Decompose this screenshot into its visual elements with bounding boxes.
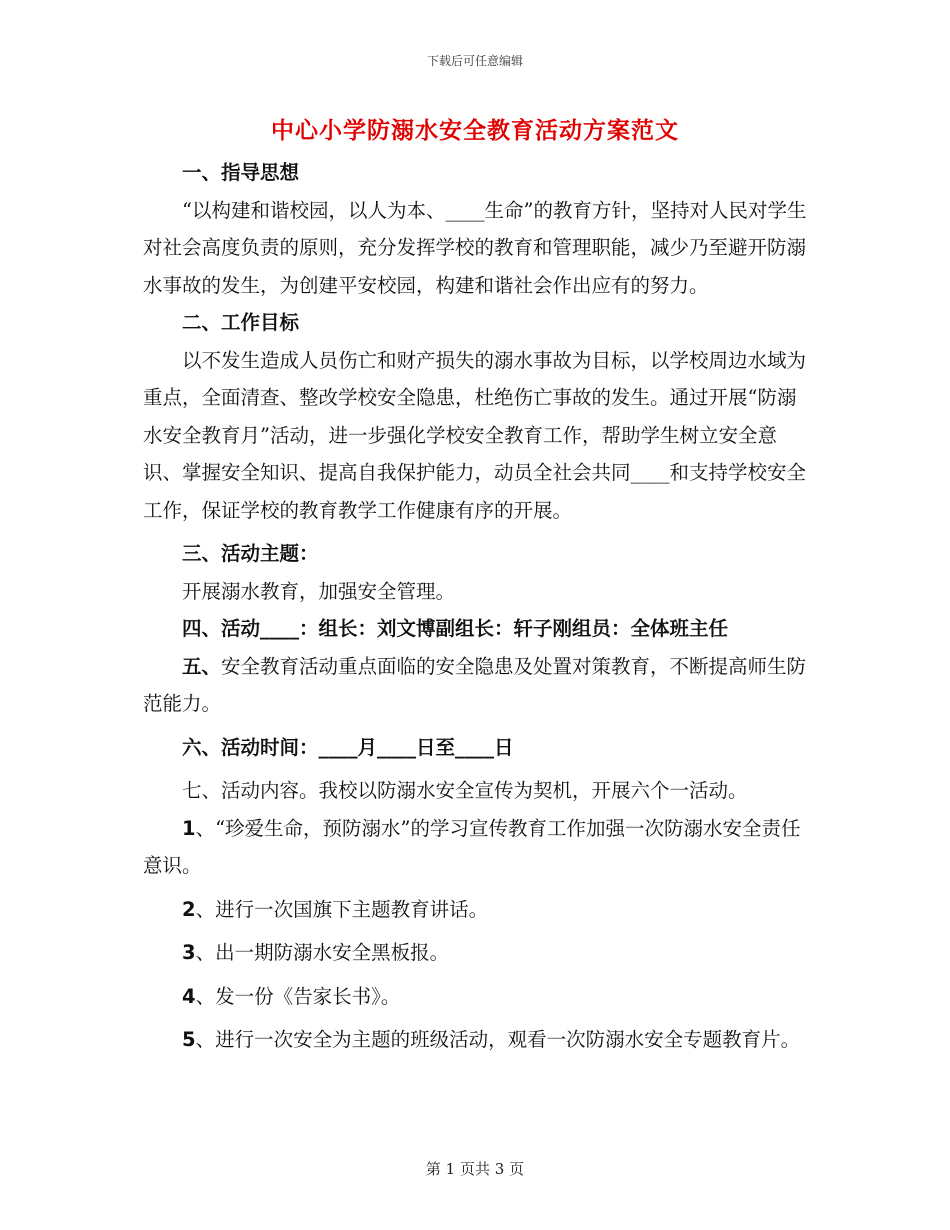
list-item-3: [143, 934, 813, 972]
section-1-body: “以构建和谐校园，以人为本、____生命”的教育方针，坚持对人民对学生对社会高度负责的原则，充分发挥学校的教育和管理职能，减少乃至避开防溺水事故的发生，为创建平安校园，构建和谐社会作出应有的努力。: [143, 198, 807, 297]
list-item-2: [143, 891, 813, 929]
section-3-heading: 三、活动主题：: [182, 542, 319, 565]
page-header: 下载后可任意编辑: [426, 54, 523, 68]
list-item-1-text: 、“珍爱生命，预防溺水”的学习宣传教育工作加强一次防溺水安全责任意识。: [143, 816, 801, 877]
list-item-5-number: 5: [182, 1028, 196, 1051]
section-7-line: 七、活动内容。我校以防溺水安全宣传为契机，开展六个一活动。: [182, 779, 748, 802]
list-item-1-number: 1: [182, 816, 196, 840]
section-4-line: 四、活动____：组长：刘文博副组长：轩子刚组员：全体班主任: [182, 617, 729, 640]
document-body: [143, 154, 813, 1059]
section-2-body: 以不发生造成人员伤亡和财产损失的溺水事故为目标，以学校周边水域为重点，全面清查、整改学校安全隐患，杜绝伤亡事故的发生。通过开展“防溺水安全教育月”活动，进一步强化学校安全教育工作，帮助学生树立安全意识、掌握安全知识、提高自我保护能力，动员全社会共同____和支持学校安全工作，保证学校的教育教学工作健康有序的开展。: [143, 348, 807, 522]
list-item-4-text: 、发一份《告家长书》。: [195, 984, 401, 1008]
document-title: 中心小学防溺水安全教育活动方案范文: [271, 117, 679, 144]
section-2-heading: 二、工作目标: [182, 311, 300, 334]
list-item-4-number: 4: [182, 984, 196, 1008]
section-6-line: 六、活动时间：____月____日至____日: [182, 735, 514, 759]
list-item-5: [143, 1021, 813, 1059]
list-item-3-number: 3: [182, 941, 196, 964]
list-item-2-text: 、进行一次国旗下主题教育讲话。: [195, 897, 489, 921]
list-item-2-number: 2: [182, 897, 196, 921]
section-5-body: 安全教育活动重点面临的安全隐患及处置对策教育，不断提高师生防范能力。: [143, 654, 807, 715]
list-item-5-text: 、进行一次安全为主题的班级活动，观看一次防溺水安全专题教育片。: [195, 1028, 801, 1051]
section-5-label: 五、: [182, 654, 222, 678]
list-item-3-text: 、出一期防溺水安全黑板报。: [195, 941, 450, 964]
list-item-4: [143, 978, 813, 1016]
page-footer: 第 1 页共 3 页: [425, 1160, 525, 1178]
section-1-heading: 一、指导思想: [182, 161, 300, 184]
section-5-paragraph: [143, 648, 813, 723]
section-3-body: 开展溺水教育，加强安全管理。: [182, 579, 456, 603]
list-item-1: [143, 810, 813, 885]
